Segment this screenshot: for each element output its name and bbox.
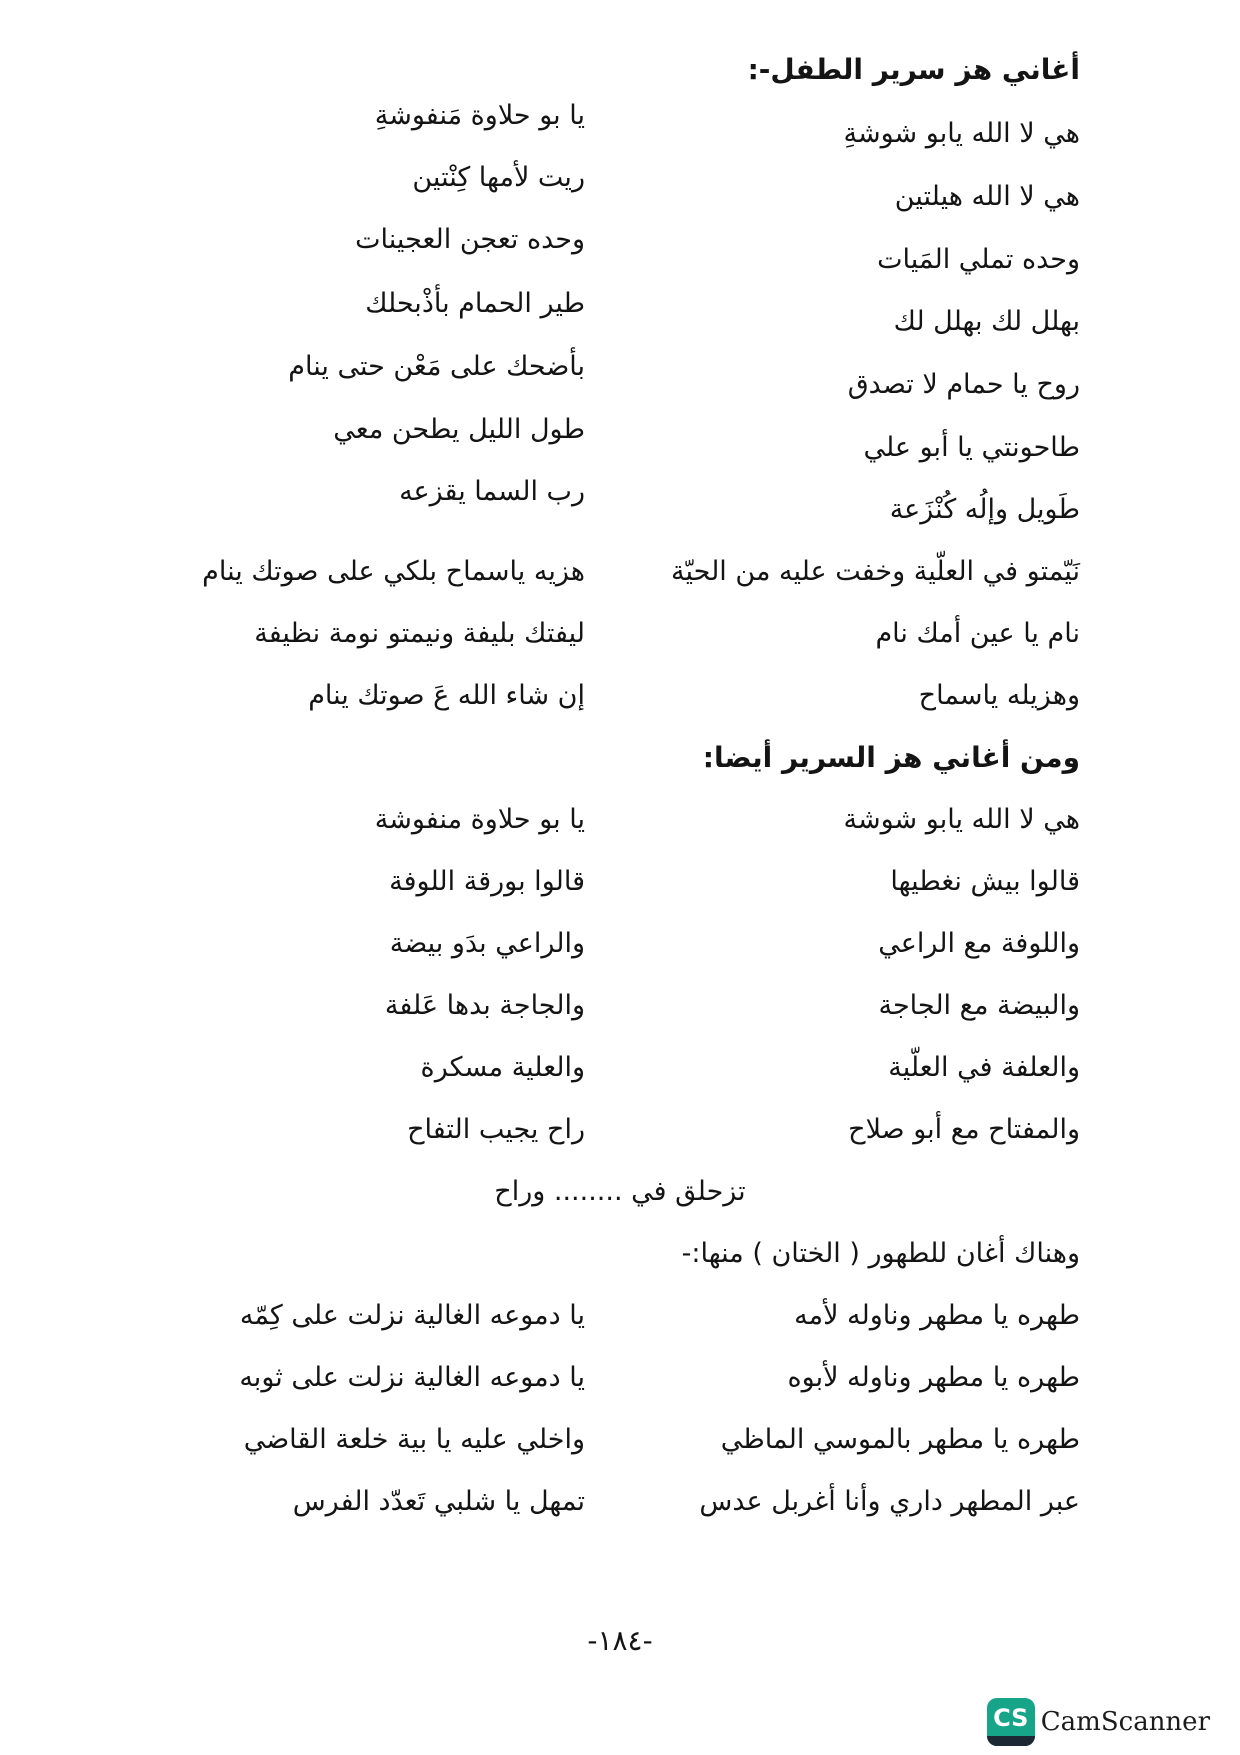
section3-intro: وهناك أغان للطهور ( الختان ) منها:- [681, 1238, 1080, 1269]
verse-right: طهره يا مطهر بالموسي الماظي [720, 1424, 1080, 1455]
verse-left: يا بو حلاوة مَنفوشةِ [374, 100, 585, 131]
verse-left: ريت لأمها كِنْتين [412, 162, 585, 193]
logo-band [987, 1736, 1035, 1746]
verse-right: هي لا الله يابو شوشةِ [843, 118, 1080, 149]
verse-left: رب السما يقزعه [399, 476, 585, 507]
camscanner-name: CamScanner [1040, 1707, 1210, 1737]
section1-heading: أغاني هز سرير الطفل-: [747, 53, 1080, 86]
verse-right: عبر المطهر داري وأنا أغربل عدس [699, 1486, 1080, 1517]
verse-right: وهزيله ياسماح [918, 680, 1080, 711]
verse-right: وحده تملي المَيات [877, 244, 1080, 275]
verse-left: يا دموعه الغالية نزلت على ثوبه [239, 1362, 585, 1393]
verse-right: بهلل لك بهلل لك [893, 306, 1080, 337]
verse-left: هزيه ياسماح بلكي على صوتك ينام [202, 556, 585, 587]
verse-right: واللوفة مع الراعي [878, 928, 1080, 959]
camscanner-logo-icon [987, 1698, 1035, 1746]
verse-left: تمهل يا شلبي تَعدّد الفرس [292, 1486, 585, 1517]
section2-closing-line: تزحلق في ........ وراح [494, 1176, 746, 1207]
verse-right: هي لا الله هيلتين [894, 181, 1080, 212]
verse-right: نام يا عين أمك نام [875, 618, 1080, 649]
verse-left: واخلي عليه يا بية خلعة القاضي [243, 1424, 585, 1455]
page-number: -١٨٤- [587, 1624, 653, 1657]
verse-right: طهره يا مطهر وناوله لأبوه [787, 1362, 1080, 1393]
verse-right: روح يا حمام لا تصدق [847, 369, 1080, 400]
verse-right: والعلفة في العلّية [888, 1052, 1080, 1083]
verse-left: راح يجيب التفاح [407, 1114, 585, 1145]
verse-right: والبيضة مع الجاجة [878, 990, 1080, 1021]
camscanner-watermark [987, 1698, 1210, 1746]
verse-left: ليفتك بليفة ونيمتو نومة نظيفة [254, 618, 585, 649]
verse-left: قالوا بورقة اللوفة [389, 866, 585, 897]
verse-right: هي لا الله يابو شوشة [843, 804, 1080, 835]
verse-left: إن شاء الله عَ صوتك ينام [308, 680, 585, 711]
logo-text: CS [993, 1704, 1029, 1732]
verse-left: يا دموعه الغالية نزلت على كِمّه [239, 1300, 585, 1331]
verse-left: وحده تعجن العجينات [355, 224, 585, 255]
verse-left: والعلية مسكرة [420, 1052, 585, 1083]
section2-heading: ومن أغاني هز السرير أيضا: [702, 741, 1080, 774]
verse-left: يا بو حلاوة منفوشة [374, 804, 585, 835]
verse-right: طاحونتي يا أبو علي [863, 432, 1080, 463]
verse-right: قالوا بيش نغطيها [890, 866, 1080, 897]
verse-left: والراعي بدَو بيضة [389, 928, 585, 959]
verse-left: والجاجة بدها عَلفة [384, 990, 585, 1021]
verse-right: نَيّمتو في العلّية وخفت عليه من الحيّة [671, 556, 1080, 587]
verse-left: طير الحمام بأذْبحلك [365, 288, 585, 319]
verse-right: والمفتاح مع أبو صلاح [848, 1114, 1080, 1145]
verse-right: طَويل وإلُه كُنْزَعة [889, 494, 1080, 525]
verse-left: بأضحك على مَعْن حتى ينام [288, 351, 585, 382]
verse-left: طول الليل يطحن معي [333, 414, 585, 445]
verse-right: طهره يا مطهر وناوله لأمه [794, 1300, 1080, 1331]
